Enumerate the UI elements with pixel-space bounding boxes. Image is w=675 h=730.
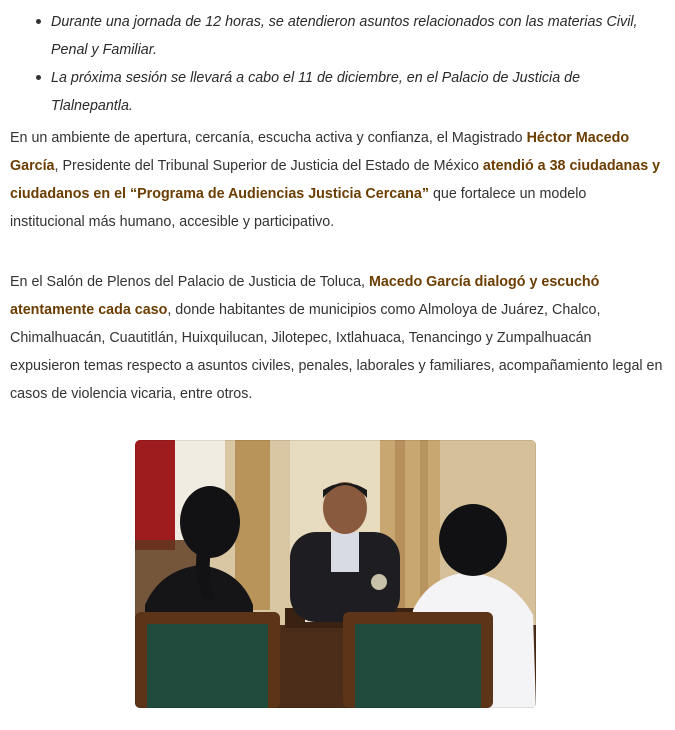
text-run: En un ambiente de apertura, cercanía, escucha activa y confianza, el Magistrado [10, 130, 527, 146]
summary-bullets [0, 8, 675, 120]
highlight-magistrate-name: Héctor Macedo García [10, 130, 630, 174]
text-run: , donde habitantes de municipios como Almoloya de Juárez, Chalco, Chimalhuacán, Cuautitlán, Huixquilucan, Jilotepec, Ixtlahuaca, Tenancingo y Zumpalhuacán expusieron temas respecto a asuntos civiles, penales, laborales y familiares, acompañamiento legal en casos de violencia vicaria, entre otros. [10, 302, 663, 402]
photo-woman-left-head [180, 486, 240, 558]
text-run: En el Salón de Plenos del Palacio de Justicia de Toluca, [10, 274, 369, 290]
text-run: que fortalece un modelo institucional más humano, accesible y participativo. [10, 186, 587, 230]
highlight-program: atendió a 38 ciudadanas y ciudadanos en el “Programa de Audiencias Justicia Cercana” [10, 158, 661, 202]
photo-meeting-illustration [135, 440, 536, 708]
bullet-item: Durante una jornada de 12 horas, se atendieron asuntos relacionados con las materias Civil, Penal y Familiar. [0, 8, 675, 64]
text-run: , Presidente del Tribunal Superior de Justicia del Estado de México [54, 158, 483, 174]
photo-flag-red [135, 440, 175, 550]
photo-woman-right-head [439, 504, 507, 576]
article-photo [135, 440, 536, 708]
photo-badge [371, 574, 387, 590]
paragraph-intro [10, 124, 665, 236]
bullet-item: La próxima sesión se llevará a cabo el 11 de diciembre, en el Palacio de Justicia de Tlalnepantla. [0, 64, 675, 120]
highlight-dialogue: Macedo García dialogó y escuchó atentamente cada caso [10, 274, 600, 318]
paragraph-details [10, 268, 665, 408]
